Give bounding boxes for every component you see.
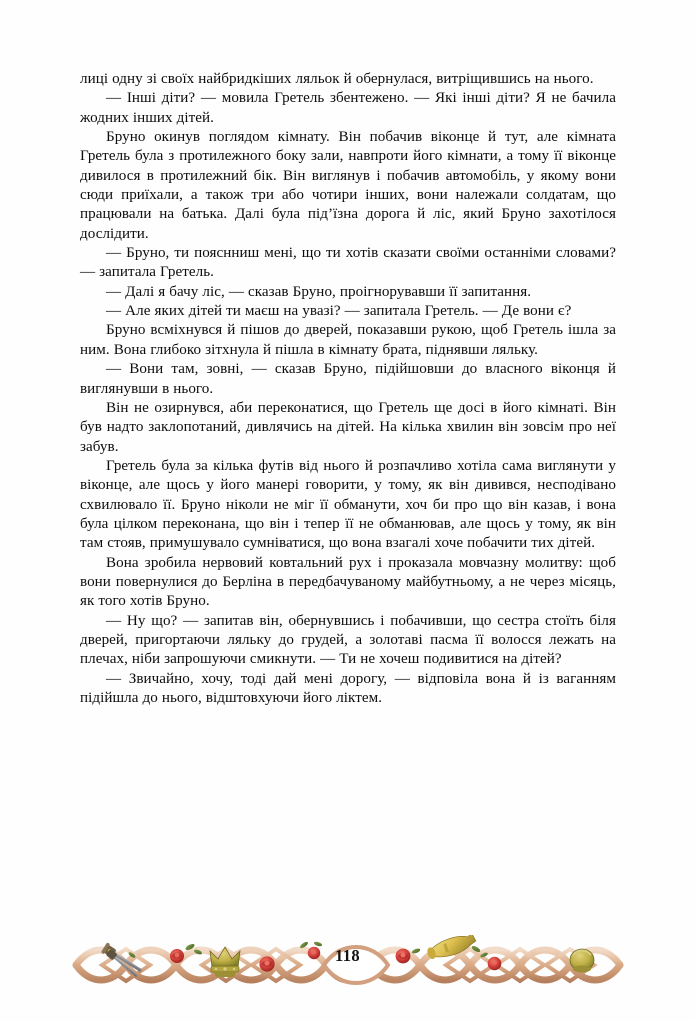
paragraph: — Ну що? — запитав він, обернувшись і побачивши, що сестра стоїть біля дверей, пригортаючи ляльку до грудей, а золотаві пасма її волосся лежать на плечах, ніби запрошуючи смикнути. — Ти не хочеш подивитися на дітей? (80, 612, 616, 668)
paragraph: Бруно окинув поглядом кімнату. Він побачив віконце й тут, але кімната Гретель була з протилежного боку зали, навпроти його кімнати, а тому її віконце дивилося в протилежний бік. Він виглянув і побачив автомобіль, у якому вони сюди приїхали, а також три або чотири інших, вони належали солдатам, що працювали на батька. Далі була під’їзна дорога й ліс, який Бруно захотілося дослідити. (80, 129, 616, 242)
paragraph: — Бруно, ти пояснниш мені, що ти хотів сказати своїми останніми словами? — запитала Гретель. (80, 245, 616, 281)
paragraph: Гретель була за кілька футів від нього й розпачливо хотіла сама виглянути у віконце, але щось у його манері говорити, у тому, як він дивився, несподівано схвилювало її. Бруно ніколи не міг її обманути, хоч би про що він казав, і вона була цілком переконана, що він і тепер її не обманював, але щось у тому, як він там стояв, примушувало сумніватися, що вона взагалі хоче побачити тих дітей. (80, 457, 616, 552)
paragraph: — Звичайно, хочу, тоді дай мені дорогу, — відповіла вона й із ваганням підійшла до нього, відштовхуючи його ліктем. (80, 670, 616, 706)
paragraph: Він не озирнувся, аби переконатися, що Гретель ще досі в його кімнаті. Він був надто заклопотаний, дивлячись на дітей. На кілька хвилин він зовсім про неї забув. (80, 399, 616, 455)
paragraph: Бруно всміхнувся й пішов до дверей, показавши рукою, щоб Гретель ішла за ним. Вона глибоко зітхнула й пішла в кімнату брата, піднявши ляльку. (80, 322, 616, 358)
paragraph: — Вони там, зовні, — сказав Бруно, підійшовши до власного віконця й виглянувши в нього. (80, 361, 616, 397)
page-text-column (80, 70, 616, 708)
paragraph: лиці одну зі своїх найбридкіших ляльок й обернулася, витріщившись на нього. (80, 71, 594, 87)
footer-ornament (72, 935, 624, 997)
paragraph: — Інші діти? — мовила Гретель збентежено. — Які інші діти? Я не бачила жодних інших дітей. (80, 90, 616, 126)
page-number: 118 (334, 946, 361, 965)
paragraph: — Далі я бачу ліс, — сказав Бруно, проігнорувавши її запитання. (106, 283, 532, 300)
paragraph: Вона зробила нервовий ковтальний рух і проказала мовчазну молитву: щоб вони повернулися до Берліна в передбачуваному майбутньому, а не через місяць, як того хотів Бруно. (80, 554, 616, 610)
paragraph: — Але яких дітей ти маєш на увазі? — запитала Гретель. — Де вони є? (106, 303, 572, 320)
